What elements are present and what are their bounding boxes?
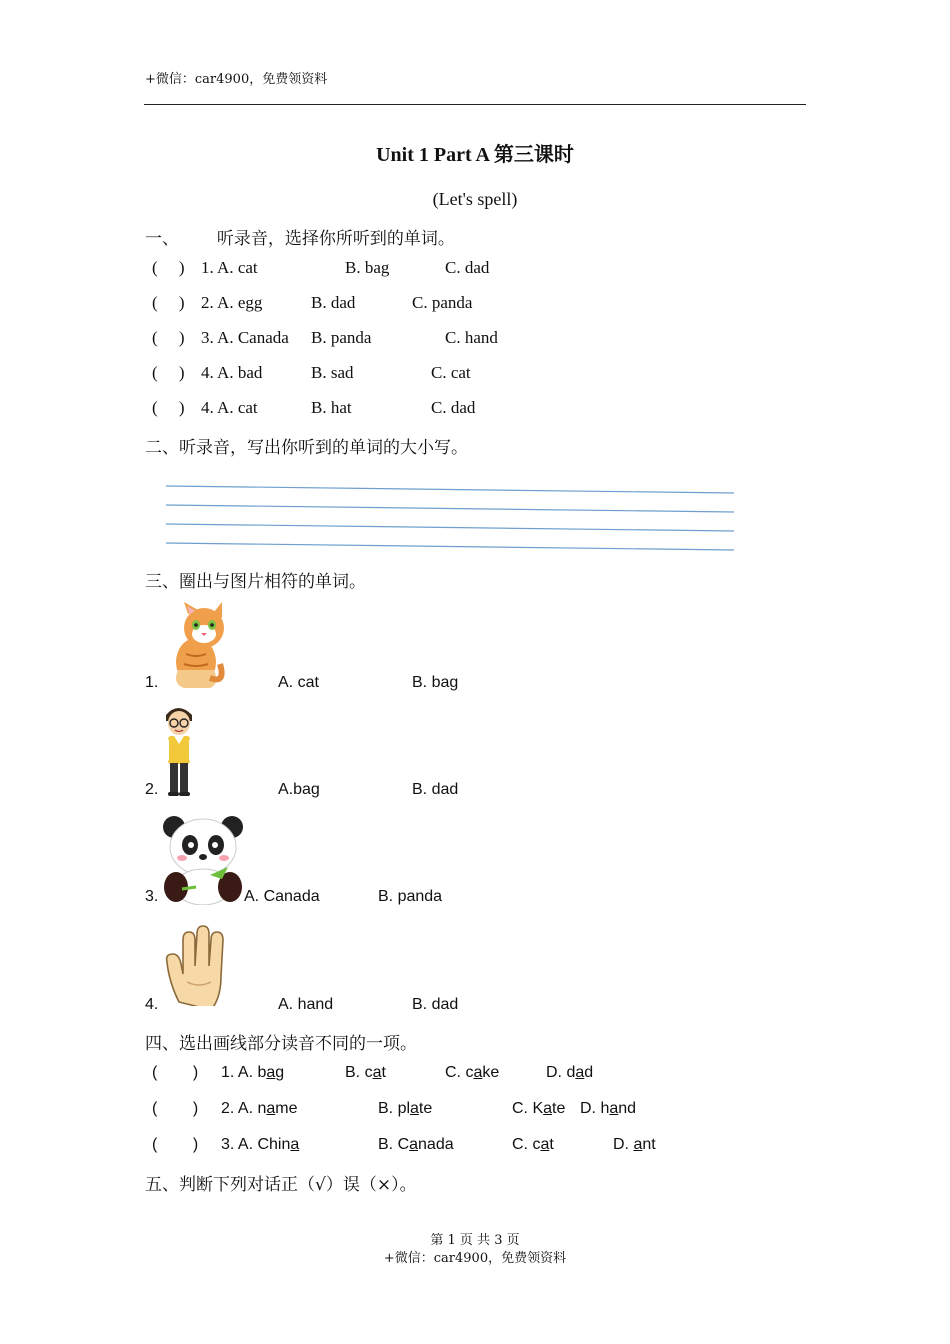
item-number: 2. xyxy=(145,781,159,798)
option-a: 2. A. egg xyxy=(201,293,263,312)
answer-blank[interactable]: ( ) xyxy=(152,328,185,347)
section3-heading: 三、圈出与图片相符的单词。 xyxy=(145,572,366,592)
option-b: B. panda xyxy=(311,328,372,347)
option-d: D. dad xyxy=(546,1064,594,1081)
choice-a[interactable]: A. cat xyxy=(278,674,319,691)
option-c: C. dad xyxy=(431,398,476,417)
option-b: B. cat xyxy=(345,1064,386,1081)
hand-icon xyxy=(163,922,231,1006)
cat-icon xyxy=(160,600,232,692)
writing-lines[interactable] xyxy=(160,480,740,555)
option-a: 3. A. China xyxy=(221,1136,300,1153)
option-b: B. Canada xyxy=(378,1136,454,1153)
option-c: C. panda xyxy=(412,293,473,312)
header-divider xyxy=(144,104,806,105)
option-a: 2. A. name xyxy=(221,1100,298,1117)
item-number: 3. xyxy=(145,888,159,905)
answer-blank[interactable]: ( ) xyxy=(152,363,185,382)
footer-note: +微信：car4900，免费领资料 xyxy=(383,1251,567,1266)
choice-a[interactable]: A. Canada xyxy=(244,888,320,905)
option-a: 4. A. bad xyxy=(201,363,263,382)
choice-a[interactable]: A. hand xyxy=(278,996,334,1013)
choice-b[interactable]: B. panda xyxy=(378,888,443,905)
option-d: D. hand xyxy=(580,1100,637,1117)
section1-heading: 一、 听录音，选择你所听到的单词。 xyxy=(145,229,455,249)
page-subtitle: (Let's spell) xyxy=(432,189,518,209)
panda-icon xyxy=(162,813,244,905)
choice-b[interactable]: B. dad xyxy=(412,781,459,798)
page-number: 第 1 页 共 3 页 xyxy=(430,1233,520,1248)
choice-b[interactable]: B. dad xyxy=(412,996,459,1013)
option-c: C. cat xyxy=(512,1136,554,1153)
answer-blank[interactable]: ( ) xyxy=(152,398,185,417)
option-a: 3. A. Canada xyxy=(201,328,289,347)
option-b: B. sad xyxy=(311,363,354,382)
answer-blank[interactable]: ( ) xyxy=(152,258,185,277)
header-note: +微信：car4900，免费领资料 xyxy=(145,72,328,87)
answer-blank[interactable]: ( ) xyxy=(152,293,185,312)
answer-blank[interactable]: ( ) xyxy=(152,1064,199,1081)
option-b: B. bag xyxy=(345,258,390,277)
option-c: C. Kate xyxy=(512,1100,566,1117)
answer-blank[interactable]: ( ) xyxy=(152,1136,199,1153)
option-c: C. cat xyxy=(431,363,471,382)
option-a: 1. A. cat xyxy=(201,258,258,277)
item-number: 1. xyxy=(145,674,159,691)
section5-heading: 五、判断下列对话正（√）误（×）。 xyxy=(145,1175,417,1195)
section4-heading: 四、选出画线部分读音不同的一项。 xyxy=(145,1034,417,1054)
item-number: 4. xyxy=(145,996,159,1013)
choice-b[interactable]: B. bag xyxy=(412,674,459,691)
page-title: Unit 1 Part A 第三课时 xyxy=(376,144,574,166)
option-b: B. dad xyxy=(311,293,356,312)
answer-blank[interactable]: ( ) xyxy=(152,1100,199,1117)
option-c: C. cake xyxy=(445,1064,500,1081)
option-a: 4. A. cat xyxy=(201,398,258,417)
option-c: C. hand xyxy=(445,328,498,347)
option-c: C. dad xyxy=(445,258,490,277)
option-b: B. plate xyxy=(378,1100,433,1117)
option-a: 1. A. bag xyxy=(221,1064,285,1081)
man-icon xyxy=(160,703,206,798)
option-d: D. ant xyxy=(613,1136,656,1153)
section2-heading: 二、听录音，写出你听到的单词的大小写。 xyxy=(145,438,468,458)
option-b: B. hat xyxy=(311,398,352,417)
choice-a[interactable]: A.bag xyxy=(278,781,320,798)
